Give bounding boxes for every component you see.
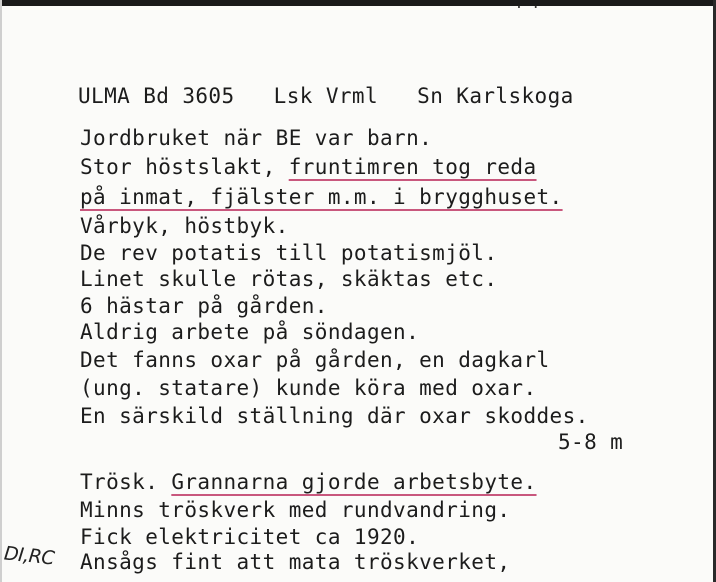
- text-line: Minns tröskverk med rundvandring.: [80, 498, 511, 522]
- corner-marks: · ·: [514, 0, 540, 16]
- measurement-note: 5-8 m: [558, 430, 624, 454]
- text-line: Jordbruket när BE var barn.: [80, 126, 433, 150]
- text-line: Ansågs fint att mata tröskverket,: [80, 550, 511, 574]
- card-header: [78, 86, 574, 107]
- underlined-text: fruntimren tog reda: [288, 155, 537, 179]
- header-province: Lsk Vrml: [273, 84, 379, 108]
- text-segment: Stor höstslakt,: [80, 155, 289, 179]
- underlined-text: Grannarna gjorde arbetsbyte.: [171, 470, 537, 494]
- text-line: [80, 187, 563, 208]
- text-line: Fick elektricitet ca 1920.: [80, 525, 420, 549]
- text-line: 6 hästar på gården.: [80, 294, 328, 318]
- underlined-text: på inmat, fjälster m.m. i brygghuset.: [80, 185, 563, 209]
- text-line: (ung. statare) kunde köra med oxar.: [80, 376, 537, 400]
- text-line: [80, 157, 537, 178]
- text-line: Linet skulle rötas, skäktas etc.: [80, 267, 498, 291]
- text-line: Det fanns oxar på gården, en dagkarl: [80, 348, 550, 372]
- text-line: [80, 472, 537, 493]
- handwritten-margin-note: DI,RC: [2, 542, 56, 570]
- card-left-edge: [0, 0, 2, 582]
- card-top-edge: [0, 0, 716, 6]
- header-parish: Sn Karlskoga: [417, 84, 574, 108]
- text-line: Vårbyk, höstbyk.: [80, 214, 289, 238]
- header-ref: ULMA Bd 3605: [78, 84, 235, 108]
- text-line: En särskild ställning där oxar skoddes.: [80, 404, 589, 428]
- text-line: Aldrig arbete på söndagen.: [80, 320, 420, 344]
- text-segment: Trösk.: [80, 470, 172, 494]
- text-line: De rev potatis till potatismjöl.: [80, 241, 498, 265]
